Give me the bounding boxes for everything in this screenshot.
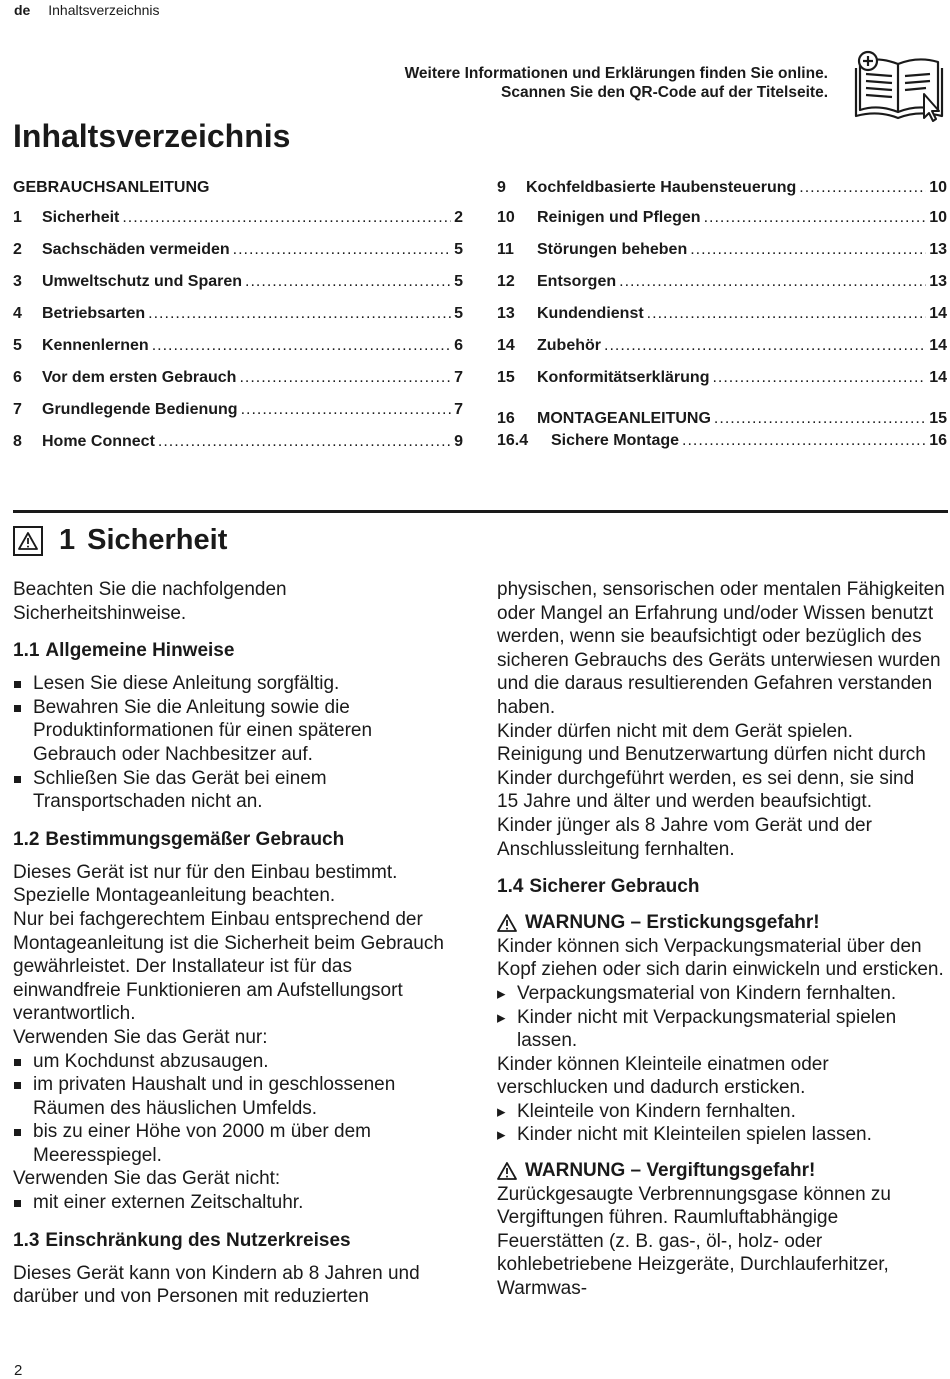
online-info-line-1: Weitere Informationen und Erklärungen finden Sie online. [404,65,828,82]
list-item: ▸ Kleinteile von Kindern fernhalten. [497,1100,950,1124]
toc-entry[interactable] [497,272,947,304]
toc-entry[interactable] [497,431,947,453]
list-item: um Kochdunst abzusaugen. [13,1050,468,1074]
toc-entry-number: 13 [497,305,515,322]
toc-entry[interactable] [13,432,463,464]
warning-triangle-icon [497,914,517,932]
toc-leader-dots [241,400,452,420]
toc-leader-dots [799,178,926,198]
warning-heading [497,1159,950,1183]
toc-entry-number: 10 [497,209,515,226]
toc-entry-title: Grundlegende Bedienung [42,401,238,418]
toc-entry-title: Sachschäden vermeiden [42,241,230,258]
toc-entry[interactable] [497,409,947,431]
list-item: Bewahren Sie die Anleitung sowie die Produktinformationen für einen späteren Gebrauch oder Nachbesitzer auf. [13,696,445,767]
section-title: Sicherheit [87,524,228,556]
toc-entry-number: 14 [497,337,515,354]
toc-entry[interactable] [13,304,463,336]
toc-leader-dots [682,431,926,451]
paragraph: Kinder jünger als 8 Jahre vom Gerät und der Anschlussleitung fernhalten. [497,814,872,860]
toc-entry-page: 7 [454,369,463,386]
toc-entry-page: 7 [454,401,463,418]
bullet-list [13,1191,468,1215]
warning-triangle-icon [13,526,43,556]
toc-entry-title: Home Connect [42,433,155,450]
toc-entry-page: 5 [454,273,463,290]
toc-entry-number: 6 [13,369,22,386]
instruction-list [497,982,950,1053]
toc-entry-number: 11 [497,241,514,258]
toc-entry-number: 9 [497,179,506,196]
toc-entry-title: Störungen beheben [537,241,688,258]
toc-entry-page: 5 [454,305,463,322]
subsection-heading: 1.4 Sicherer Gebrauch [497,876,700,898]
toc-entry[interactable] [497,304,947,336]
warning-heading [497,911,950,935]
toc-entry-page: 13 [929,241,947,258]
toc-entry-page: 13 [929,273,947,290]
section-divider [13,510,948,513]
list-item: ▸ Kinder nicht mit Kleinteilen spielen lassen. [497,1123,950,1147]
list-item: ▸ Verpackungsmaterial von Kindern fernhalten. [497,982,950,1006]
toc-entry-number: 16.4 [497,432,529,449]
toc-entry[interactable] [497,336,947,368]
toc-entry-number: 7 [13,401,22,418]
toc-entry-title: Betriebsarten [42,305,146,322]
toc-entry-number: 2 [13,241,22,258]
toc-entry-number: 16 [497,410,515,427]
toc-entry[interactable] [497,368,947,400]
toc-entry-number: 4 [13,305,22,322]
bullet-list [13,672,468,814]
toc-entry[interactable] [13,240,463,272]
toc-leader-dots [619,272,926,292]
paragraph: Verwenden Sie das Gerät nur: [13,1026,268,1048]
subsection-heading: 1.2 Bestimmungsgemäßer Gebrauch [13,828,345,850]
toc-entry-title: Zubehör [537,337,601,354]
toc-entry[interactable] [13,272,463,304]
paragraph: Zurückgesaugte Verbrennungsgase können zu Vergiftungen führen. Raumluftabhängige Feuerstätten (z. B. gas-, öl-, holz- oder kohlebetriebene Heizgeräte, Durchlauferhitzer, Warmwas- [497,1183,891,1300]
list-item: im privaten Haushalt und in geschlossenen Räumen des häuslichen Umfelds. [13,1073,453,1120]
toc-entry-page: 14 [929,337,947,354]
toc-title: Inhaltsverzeichnis [13,118,291,154]
paragraph: Reinigung und Benutzerwartung dürfen nicht durch Kinder durchgeführt werden, es sei denn, sie sind 15 Jahre und älter und werden beaufsichtigt. [497,744,926,813]
toc-entry-title: Kennenlernen [42,337,149,354]
intro-paragraph: Beachten Sie die nachfolgenden Sicherheitshinweise. [13,579,287,624]
list-item: mit einer externen Zeitschaltuhr. [13,1191,468,1215]
toc-entry-page: 9 [454,433,463,450]
paragraph: Dieses Gerät ist nur für den Einbau bestimmt. Spezielle Montageanleitung beachten. [13,861,398,907]
toc-leader-dots [148,304,451,324]
toc-entry[interactable] [13,368,463,400]
toc-entry-page: 2 [454,209,463,226]
toc-entry-title: Sichere Montage [551,432,680,449]
toc-entry-number: 3 [13,273,22,290]
section-number: 1 [59,524,76,556]
warning-triangle-icon [497,1162,517,1180]
toc-entry-number: 1 [13,209,22,226]
toc-entry-page: 10 [929,209,947,226]
header-section: Inhaltsverzeichnis [48,2,160,18]
subsection-heading: 1.1 Allgemeine Hinweise [13,640,235,662]
toc-entry-title: Kochfeldbasierte Haubensteuerung [526,179,797,196]
toc-entry-title: Entsorgen [537,273,617,290]
bullet-list [13,1050,468,1168]
paragraph: Verwenden Sie das Gerät nicht: [13,1168,281,1190]
toc-leader-dots [704,208,927,228]
toc-heading: GEBRAUCHSANLEITUNG [13,179,210,196]
toc-entry-title: MONTAGEANLEITUNG [537,410,711,427]
toc-entry-title: Reinigen und Pflegen [537,209,701,226]
toc-right-column [497,178,947,453]
toc-entry-number: 15 [497,369,515,386]
paragraph: physischen, sensorischen oder mentalen Fähigkeiten oder Mangel an Erfahrung und/oder Wissen benutzt werden, wenn sie beaufsichtigt oder bezüglich des sicheren Gebrauchs des Geräts unterwiesen wurden und die daraus resultierenden Gefahren verstanden haben. [497,579,945,718]
toc-entry-number: 8 [13,433,22,450]
toc-leader-dots [239,368,451,388]
toc-leader-dots [245,272,451,292]
toc-entry-title: Sicherheit [42,209,120,226]
toc-entry-page: 14 [929,369,947,386]
toc-leader-dots [712,368,926,388]
toc-leader-dots [647,304,927,324]
paragraph: Kinder können Kleinteile einatmen oder verschlucken und dadurch ersticken. [497,1053,829,1099]
toc-entry-title: Vor dem ersten Gebrauch [42,369,237,386]
subsection-heading: 1.3 Einschränkung des Nutzerkreises [13,1229,351,1251]
toc-entry-title: Kundendienst [537,305,644,322]
paragraph: Dieses Gerät kann von Kindern ab 8 Jahren und darüber und von Personen mit reduzierten [13,1262,420,1308]
toc-entry-number: 5 [13,337,22,354]
toc-entry[interactable] [497,208,947,240]
toc-leader-dots [604,336,926,356]
paragraph: Kinder dürfen nicht mit dem Gerät spielen. [497,720,853,742]
warning-title: WARNUNG – Erstickungsgefahr! [525,912,820,934]
toc-entry-title: Konformitätserklärung [537,369,710,386]
manual-book-icon [852,48,946,122]
section-heading [13,524,227,557]
list-item: Lesen Sie diese Anleitung sorgfältig. [13,672,468,696]
toc-left-column [13,178,463,464]
toc-leader-dots [122,208,451,228]
paragraph: Kinder können sich Verpackungsmaterial über den Kopf ziehen oder sich darin einwickeln und ersticken. [497,935,944,981]
toc-leader-dots [152,336,451,356]
toc-entry-page: 10 [929,179,947,196]
text-column-right [497,578,950,1301]
toc-entry-page: 6 [454,337,463,354]
toc-entry[interactable] [497,178,947,208]
list-item: bis zu einer Höhe von 2000 m über dem Meeresspiegel. [13,1120,433,1167]
toc-entry[interactable] [13,208,463,240]
toc-entry-page: 14 [929,305,947,322]
toc-entry-title: Umweltschutz und Sparen [42,273,243,290]
list-item: ▸ Kinder nicht mit Verpackungsmaterial spielen lassen. [497,1006,917,1053]
paragraph: Nur bei fachgerechtem Einbau entsprechend der Montageanleitung ist die Sicherheit beim Gebrauch gewährleistet. Der Installateur ist für das einwandfreie Funktionieren am Aufstellungsort verantwortlich. [13,908,444,1025]
page-number: 2 [14,1362,23,1379]
toc-leader-dots [233,240,451,260]
toc-leader-dots [158,432,451,452]
toc-leader-dots [690,240,926,260]
language-code: de [14,2,31,18]
toc-entry-page: 15 [929,410,947,427]
toc-entry-number: 12 [497,273,515,290]
online-info-line-2: Scannen Sie den QR-Code auf der Titelseite. [500,84,828,101]
running-header [14,2,160,18]
toc-entry[interactable] [13,400,463,432]
toc-entry-page: 16 [929,432,947,449]
warning-title: WARNUNG – Vergiftungsgefahr! [525,1160,816,1182]
list-item: Schließen Sie das Gerät bei einem Transportschaden nicht an. [13,767,445,814]
instruction-list [497,1100,950,1147]
toc-leader-dots [714,409,926,429]
toc-entry[interactable] [497,240,947,272]
online-info-note [405,64,828,102]
toc-entry-page: 5 [454,241,463,258]
toc-entry[interactable] [13,336,463,368]
text-column-left [13,578,468,1309]
